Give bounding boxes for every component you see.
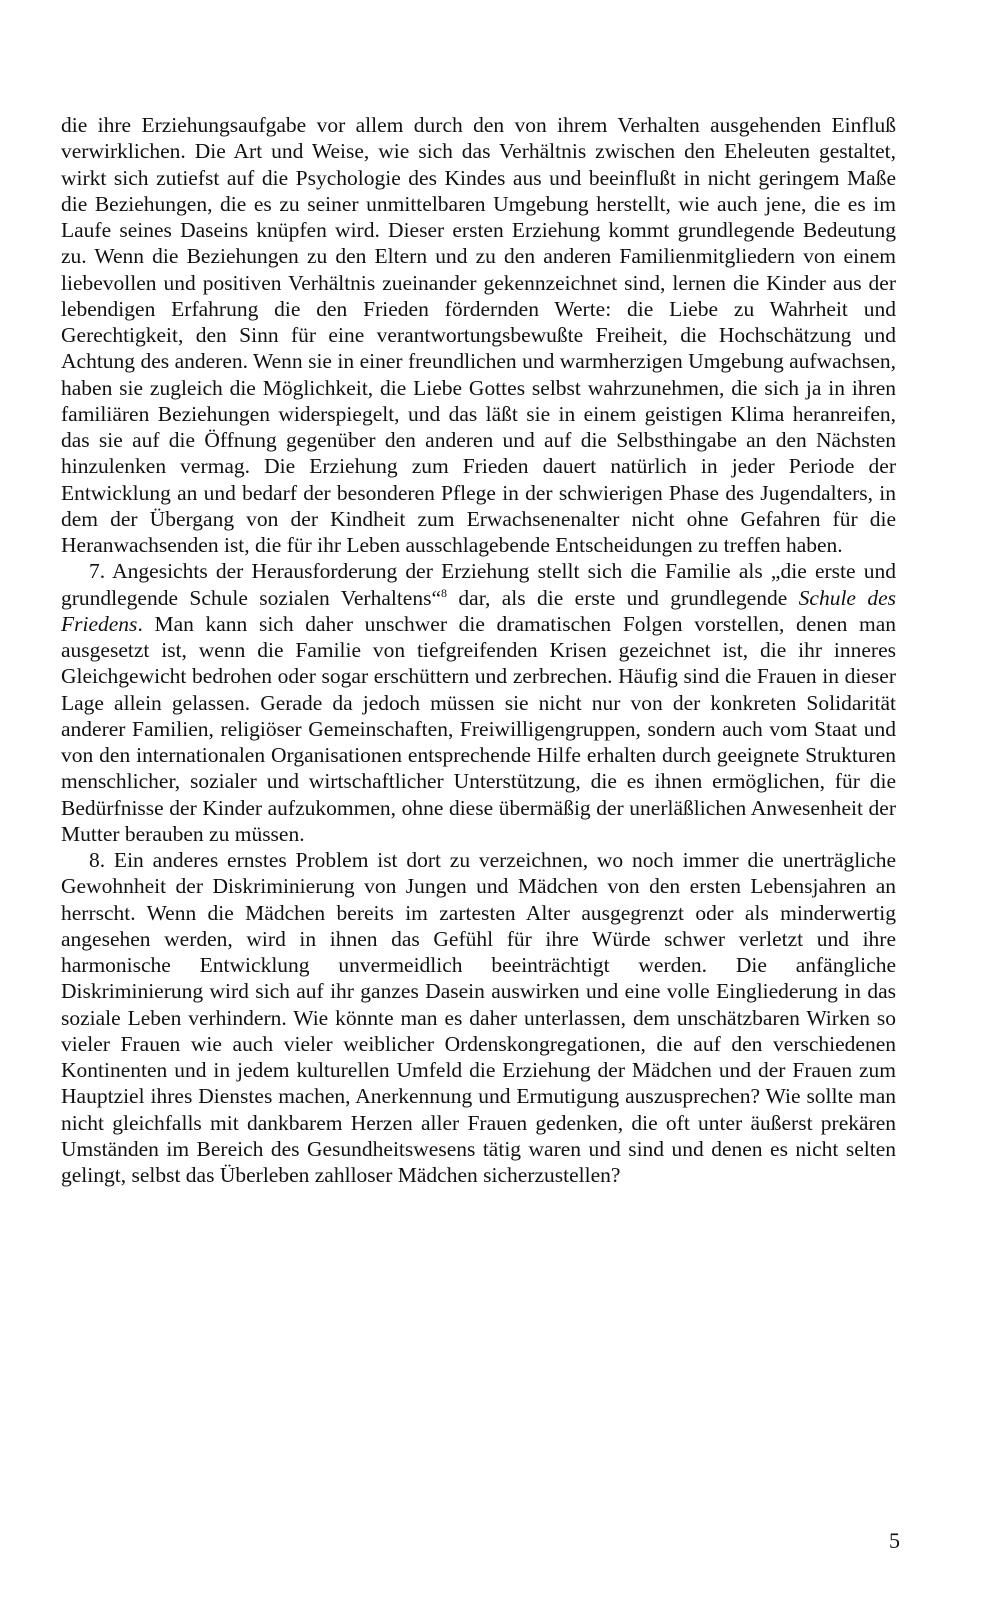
page-number: 5 <box>889 1528 900 1553</box>
paragraph-section-7 <box>61 558 896 847</box>
body-text <box>61 112 896 1188</box>
paragraph-section-7-part-3: . Man kann sich daher unschwer die dramatischen Folgen vorstellen, denen man ausgesetzt ist, wenn die Familie von tiefgreifenden Krisen gezeichnet ist, die ihr inneres Gleichgewicht bedrohen oder sogar erschüttern und zerbrechen. Häufig sind die Frauen in dieser Lage allein gelassen. Gerade da jedoch müssen sie nicht nur von der konkreten Solidarität anderer Familien, religiöser Gemeinschaften, Freiwilligengruppen, sondern auch vom Staat und von den internationalen Organisationen entsprechende Hilfe erhalten durch geeignete Strukturen menschlicher, sozialer und wirtschaftlicher Unterstützung, die es ihnen ermöglichen, für die Bedürfnisse der Kinder aufzukommen, ohne diese übermäßig der unerläßlichen Anwesenheit der Mutter berauben zu müssen. <box>61 611 896 846</box>
paragraph-continuation: die ihre Erziehungsaufgabe vor allem durch den von ihrem Verhalten ausgehenden Einfluß verwirklichen. Die Art und Weise, wie sich das Verhältnis zwischen den Eheleuten gestaltet, wirkt sich zutiefst auf die Psychologie des Kindes aus und beeinflußt in nicht geringem Maße die Beziehungen, die es zu seiner unmittelbaren Umgebung herstellt, wie auch jene, die es im Laufe seines Daseins knüpfen wird. Dieser ersten Erziehung kommt grundlegende Bedeutung zu. Wenn die Beziehungen zu den Eltern und zu den anderen Familienmitgliedern von einem liebevollen und positiven Verhältnis zueinander gekennzeichnet sind, lernen die Kinder aus der lebendigen Erfahrung die den Frieden fördernden Werte: die Liebe zu Wahrheit und Gerechtigkeit, den Sinn für eine verantwortungsbewußte Freiheit, die Hochschätzung und Achtung des anderen. Wenn sie in einer freundlichen und warmherzigen Umgebung aufwachsen, haben sie zugleich die Möglichkeit, die Liebe Gottes selbst wahrzunehmen, die sich ja in ihren familiären Beziehungen widerspiegelt, und das läßt sie in einem geistigen Klima heranreifen, das sie auf die Öffnung gegenüber den anderen und auf die Selbsthingabe an den Nächsten hinzulenken vermag. Die Erziehung zum Frieden dauert natürlich in jeder Periode der Entwicklung an und bedarf der besonderen Pflege in der schwierigen Phase des Jugendalters, in dem der Übergang von der Kindheit zum Erwachsenenalter nicht ohne Gefahren für die Heranwachsenden ist, die für ihr Leben ausschlagebende Entscheidungen zu treffen haben. <box>61 113 896 557</box>
paragraph-section-7-part-1: 7. Angesichts der Herausforderung der Erziehung stellt sich die Familie als „die erste und grundlegende Schule sozialen Verhaltens“ <box>61 559 896 610</box>
footnote-marker: 8 <box>441 585 448 600</box>
paragraph-section-8: 8. Ein anderes ernstes Problem ist dort zu verzeichnen, wo noch immer die unerträgliche Gewohnheit der Diskriminierung von Jungen und Mädchen von den ersten Lebensjahren an herrscht. Wenn die Mädchen bereits im zartesten Alter ausgegrenzt oder als minderwertig angesehen werden, wird in ihnen das Gefühl für ihre Würde schwer verletzt und ihre harmonische Entwicklung unvermeidlich beeinträchtigt werden. Die anfängliche Diskriminierung wird sich auf ihr ganzes Dasein auswirken und eine volle Eingliederung in das soziale Leben verhindern. Wie könnte man es daher unterlassen, dem unschätzbaren Wirken so vieler Frauen wie auch vieler weiblicher Ordenskongregationen, die auf den verschiedenen Kontinenten und in jedem kulturellen Umfeld die Erziehung der Mädchen und der Frauen zum Hauptziel ihres Dienstes machen, Anerkennung und Ermutigung auszusprechen? Wie sollte man nicht gleichfalls mit dankbarem Herzen aller Frauen gedenken, die oft unter äußerst prekären Umständen im Bereich des Gesundheitswesens tätig waren und sind und denen es nicht selten gelingt, selbst das Überleben zahlloser Mädchen sicherzustellen? <box>61 848 896 1187</box>
paragraph-section-7-part-2: dar, als die erste und grundlegende <box>447 585 799 610</box>
emphasis-schule-des-friedens: Schule des Friedens <box>61 585 897 636</box>
